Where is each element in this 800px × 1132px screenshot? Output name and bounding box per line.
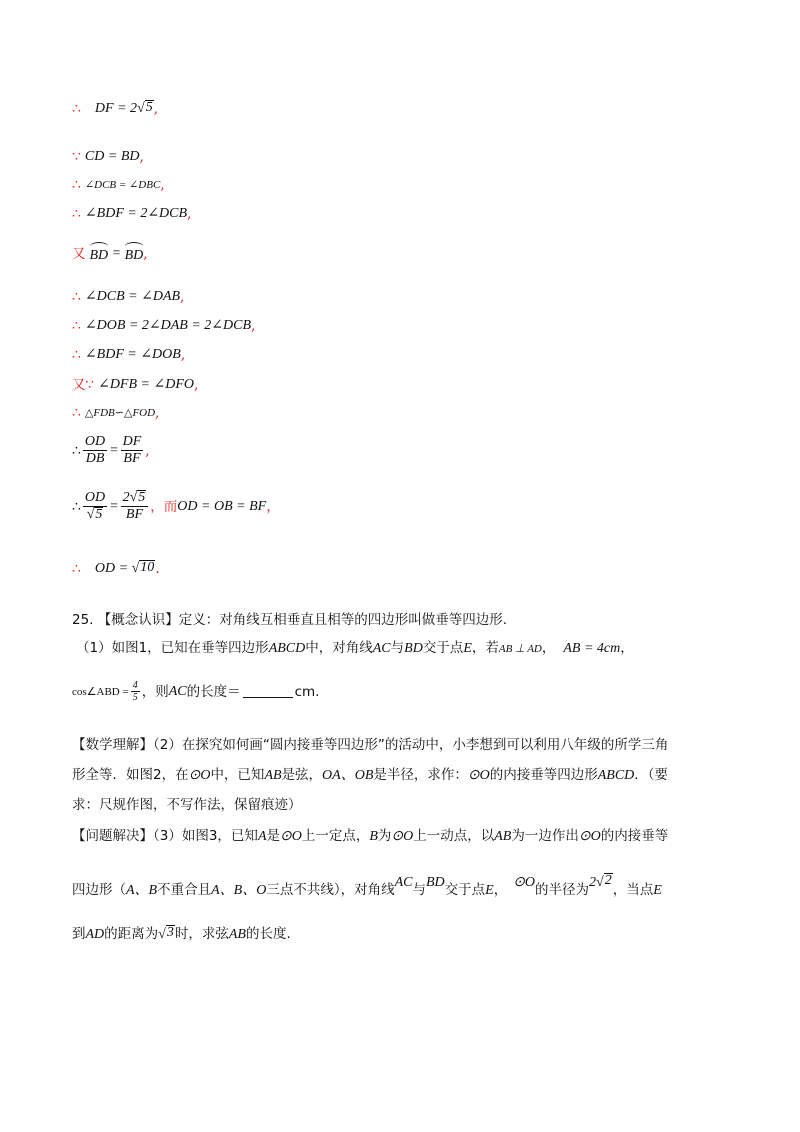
equation: OD = OB = BF bbox=[177, 498, 267, 514]
equation: ∠DCB = ∠DAB bbox=[84, 289, 181, 304]
arc-bd: BD bbox=[90, 243, 109, 265]
equation: ∠DCB = ∠DBC bbox=[84, 179, 161, 191]
fraction-df-bf: $\frac{DF}{BF}$ bbox=[122, 434, 142, 466]
equation: △FDB∽△FOD bbox=[84, 407, 156, 419]
therefore-symbol: ∴ bbox=[72, 442, 81, 459]
comma: , bbox=[194, 377, 199, 393]
solution-step-8 bbox=[72, 346, 185, 364]
equation: ∠DOB = 2∠DAB = 2∠DCB bbox=[84, 318, 251, 333]
therefore-symbol: ∴ bbox=[72, 405, 81, 421]
equation: ∠BDF = ∠DOB bbox=[84, 347, 181, 362]
therefore-symbol: ∴ bbox=[72, 289, 81, 305]
solution-step-10 bbox=[72, 404, 160, 422]
solution-step-3 bbox=[72, 176, 165, 194]
and-label: ，而 bbox=[150, 498, 178, 515]
therefore-symbol: ∴ bbox=[72, 206, 81, 222]
period: . bbox=[155, 561, 160, 577]
comma: , bbox=[187, 206, 192, 222]
problem-part-1-cont: cos∠ABD = $\frac{4}{5}$ ，则 AC 的长度＝ cm. bbox=[72, 680, 320, 703]
therefore-symbol: ∴ bbox=[72, 318, 81, 334]
comma: , bbox=[251, 318, 256, 334]
comma: , bbox=[180, 347, 186, 363]
solution-step-12 bbox=[72, 490, 280, 523]
therefore-symbol: ∴ bbox=[72, 498, 81, 515]
solution-step-13 bbox=[72, 560, 160, 578]
equation: CD = BD bbox=[84, 149, 140, 164]
solution-step-1 bbox=[72, 100, 158, 118]
sqrt: √ 10 bbox=[131, 560, 155, 576]
equals-sign: = bbox=[109, 442, 119, 458]
arc-bd: BD bbox=[125, 243, 144, 265]
solution-step-2 bbox=[72, 148, 144, 166]
comma: , bbox=[180, 289, 185, 305]
solution-step-4 bbox=[72, 205, 192, 223]
therefore-symbol: ∴ bbox=[72, 347, 81, 363]
problem-part-2-cont: 形全等．如图2，在⊙O中，已知AB是弦，OA、OB是半径，求作：⊙O的内接垂等四边形ABCD．（要 bbox=[72, 767, 669, 783]
comma: , bbox=[160, 177, 165, 193]
problem-part-3-end: 到AD的距离为 √ 3 时，求弦AB的长度. bbox=[72, 925, 291, 942]
solution-step-6 bbox=[72, 288, 185, 306]
problem-part-2-req: 求：尺规作图，不写作法，保留痕迹） bbox=[72, 797, 302, 813]
solution-step-7 bbox=[72, 317, 255, 335]
because-symbol: ∵ bbox=[72, 149, 81, 165]
problem-part-3-cont: 四边形（A、B不重合且A、B、O三点不共线），对角线AC与BD交于点E， ⊙O的半径为2 √ 2 ，当点E bbox=[72, 873, 662, 898]
equation: ∠BDF = 2∠DCB bbox=[84, 206, 188, 221]
comma: , bbox=[139, 149, 144, 165]
therefore-symbol: ∴ bbox=[72, 561, 81, 577]
equals-sign: = bbox=[108, 246, 125, 261]
equation: OD = bbox=[94, 561, 132, 576]
answer-blank[interactable] bbox=[243, 685, 293, 698]
problem-25-definition: 25. 【概念认识】定义：对角线互相垂直且相等的四边形叫做垂等四边形. bbox=[72, 612, 508, 628]
also-label: 又 bbox=[72, 246, 86, 262]
comma: , bbox=[153, 101, 159, 117]
fraction-od-sqrt5: OD √ 5 bbox=[84, 490, 106, 522]
equals-sign: = bbox=[109, 498, 119, 514]
problem-part-3: 【问题解决】（3）如图3，已知A是⊙O上一定点，B为⊙O上一动点，以AB为一边作出⊙O的内接垂等 bbox=[72, 828, 669, 844]
comma: , bbox=[145, 442, 150, 459]
equation: DF = 2 bbox=[94, 101, 138, 116]
therefore-symbol: ∴ bbox=[72, 177, 81, 193]
solution-step-5 bbox=[72, 243, 148, 265]
sqrt: √ 5 bbox=[137, 100, 153, 116]
fraction-2sqrt5-bf: 2 √ 5 BF bbox=[121, 490, 149, 523]
also-because-symbol: 又∵ bbox=[72, 377, 95, 393]
therefore-symbol: ∴ bbox=[72, 101, 81, 117]
problem-part-1: （1）如图1，已知在垂等四边形ABCD中，对角线AC与BD交于点E，若AB ⊥ AD， AB = 4cm， bbox=[76, 640, 634, 656]
comma: ， bbox=[266, 498, 281, 515]
solution-step-11 bbox=[72, 434, 150, 467]
solution-step-9 bbox=[72, 376, 198, 394]
comma: , bbox=[143, 246, 148, 262]
equation: ∠DFB = ∠DFO bbox=[98, 377, 194, 392]
comma: , bbox=[155, 405, 160, 421]
fraction-4-5: $\frac{4}{5}$ bbox=[132, 680, 138, 703]
fraction-od-db: $\frac{OD}{DB}$ bbox=[84, 434, 106, 466]
problem-part-2: 【数学理解】（2）在探究如何画“圆内接垂等四边形”的活动中，小李想到可以利用八年级的所学三角 bbox=[72, 737, 669, 753]
